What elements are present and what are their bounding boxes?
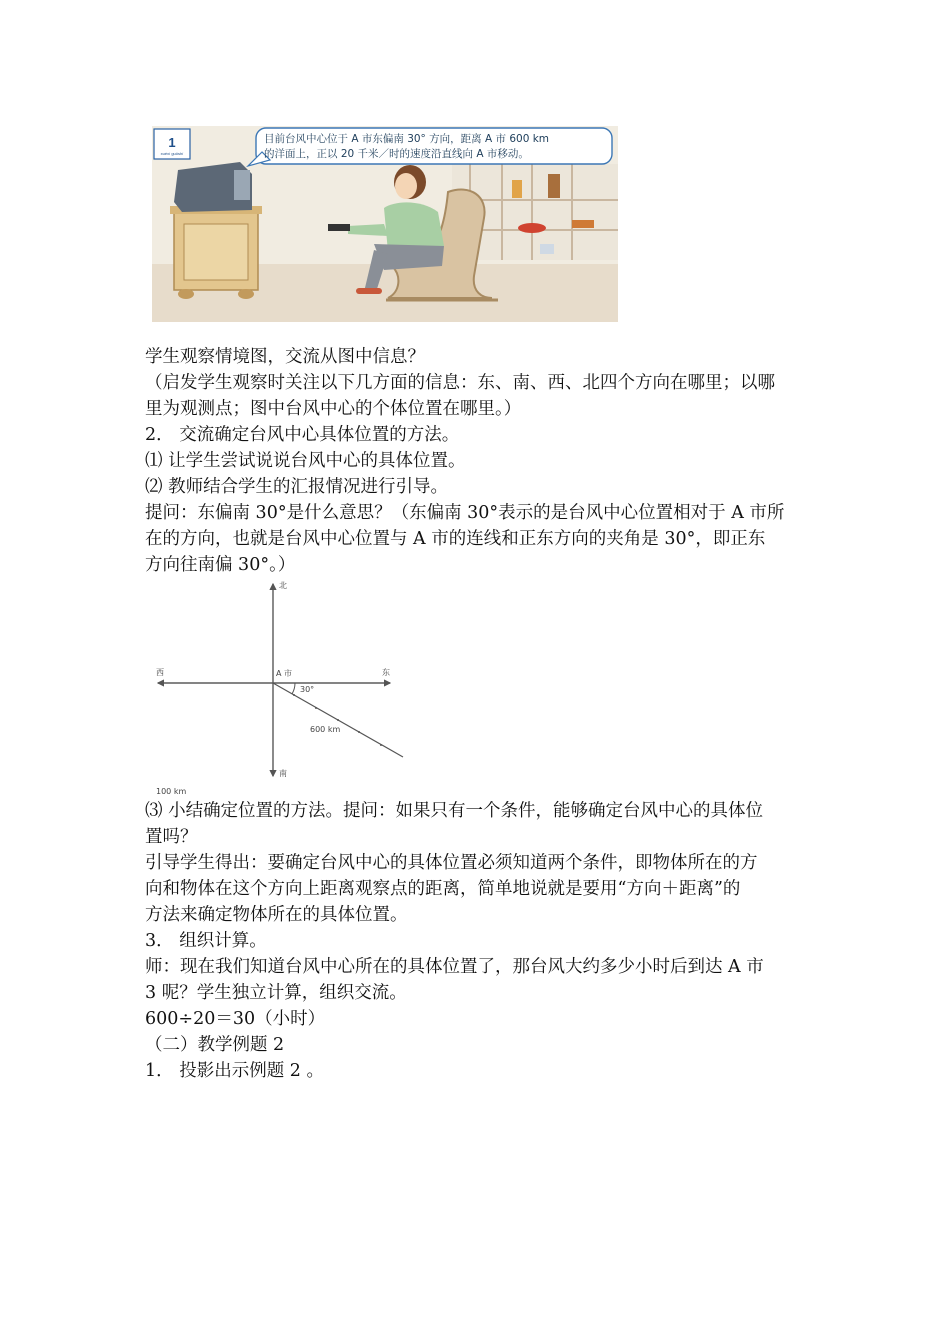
- paragraph: 3 呢？学生独立计算，组织交流。: [145, 983, 407, 1003]
- paragraph: 提问：东偏南 30°是什么意思？（东偏南 30°表示的是台风中心位置相对于 A 市所: [145, 503, 785, 523]
- badge-number: 1: [168, 135, 176, 150]
- paragraph: 3． 组织计算。: [145, 931, 267, 951]
- paragraph: ⑶ 小结确定位置的方法。提问：如果只有一个条件，能够确定台风中心的具体位: [145, 801, 764, 821]
- paragraph: ⑵ 教师结合学生的汇报情况进行引导。: [145, 477, 449, 497]
- paragraph: 置吗？: [145, 827, 198, 847]
- paragraph: 方法来确定物体所在的具体位置。: [145, 905, 408, 925]
- paragraph: 里为观测点；图中台风中心的个体位置在哪里。）: [145, 399, 522, 419]
- angle-label: 30°: [300, 685, 315, 694]
- paragraph: 在的方向，也就是台风中心位置与 A 市的连线和正东方向的夹角是 30°，即正东: [145, 529, 766, 549]
- direction-diagram-svg: [148, 576, 418, 798]
- south-label: 南: [279, 769, 287, 778]
- paragraph: 师：现在我们知道台风中心所在的具体位置了，那台风大约多少小时后到达 A 市: [145, 957, 764, 977]
- text-block-1: [145, 344, 815, 578]
- badge-caption: xuéxí guǒshí: [160, 151, 184, 156]
- paragraph: 1． 投影出示例题 2 。: [145, 1061, 324, 1081]
- scale-label: 100 km: [156, 787, 187, 796]
- north-label: 北: [279, 581, 287, 590]
- speech-bubble-line-2: 的洋面上，正以 20 千米／时的速度沿直线向 A 市移动。: [264, 148, 529, 160]
- paragraph: ⑴ 让学生尝试说说台风中心的具体位置。: [145, 451, 466, 471]
- paragraph: 学生观察情境图，交流从图中信息？: [145, 347, 425, 367]
- paragraph: 向和物体在这个方向上距离观察点的距离，简单地说就是要用“方向＋距离”的: [145, 879, 741, 899]
- typhoon-scene-illustration: [152, 126, 618, 322]
- paragraph: （二）教学例题 2: [145, 1035, 285, 1055]
- paragraph: （启发学生观察时关注以下几方面的信息：东、南、西、北四个方向在哪里；以哪: [145, 373, 775, 393]
- remote-control: [328, 224, 350, 231]
- city-a-label: A 市: [276, 669, 293, 678]
- paragraph: 2． 交流确定台风中心具体位置的方法。: [145, 425, 460, 445]
- angle-arc: [292, 683, 295, 694]
- paragraph: 600÷20＝30（小时）: [145, 1009, 326, 1029]
- text-block-2: [145, 798, 815, 1084]
- paragraph: 引导学生得出：要确定台风中心的具体位置必须知道两个条件，即物体所在的方: [145, 853, 758, 873]
- east-label: 东: [382, 668, 390, 677]
- paragraph: 方向往南偏 30°。）: [145, 555, 296, 575]
- fruit-bowl-shape: [518, 223, 546, 233]
- direction-diagram: [148, 576, 418, 798]
- speech-bubble-line-1: 目前台风中心位于 A 市东偏南 30° 方向，距离 A 市 600 km: [264, 133, 550, 145]
- scene-svg: [152, 126, 618, 322]
- west-label: 西: [156, 668, 164, 677]
- distance-label: 600 km: [310, 725, 341, 734]
